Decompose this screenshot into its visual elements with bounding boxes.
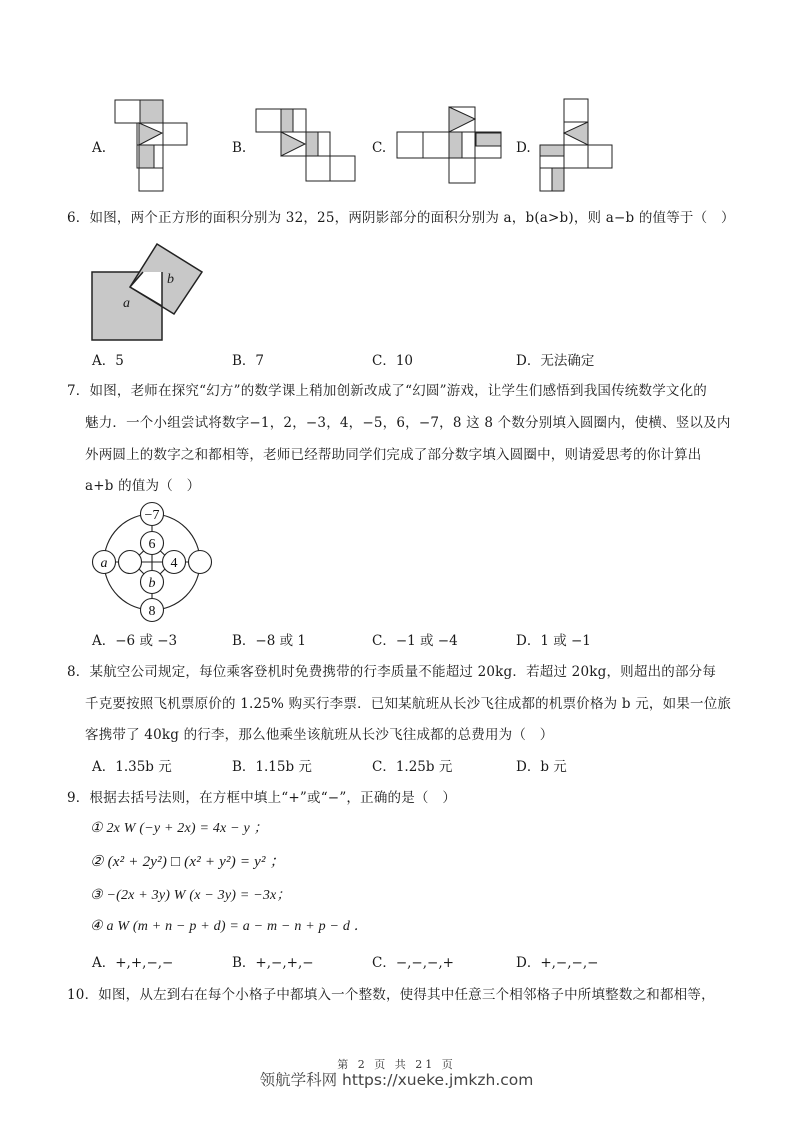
q9-stem: 9．根据去括号法则，在方框中填上“+”或“−”，正确的是（ ）	[67, 790, 457, 806]
q9-item-2: ② (x² + 2y²) □ (x² + y²) = y² ；	[90, 854, 285, 870]
q8-line-1: 8．某航空公司规定，每位乘客登机时免费携带的行李质量不能超过 20kg．若超过 20kg，则超出的部分每	[67, 664, 717, 680]
q5-option-a-label: A.	[92, 140, 107, 156]
q6-option-c[interactable]: C．10	[372, 353, 414, 369]
q7-line-2: 魅力．一个小组尝试将数字−1，2，−3，4，−5，6，−7，8 这 8 个数分别填入圆圈内，使横、竖以及内	[85, 415, 731, 431]
q9-item-4: ④ a W (m + n − p + d) = a − m − n + p − d ．	[90, 919, 368, 934]
q5-option-b-label: B.	[232, 140, 247, 156]
value-inner-bottom: b	[148, 576, 156, 591]
q8-option-b[interactable]: B．1.15b 元	[232, 759, 312, 775]
q7-line-1: 7．如图，老师在探究“幻方”的数学课上稍加创新改成了“幻圆”游戏，让学生们感悟到我国传统数学文化的	[67, 383, 707, 399]
q9-option-a[interactable]: A．+,+,−,−	[92, 955, 174, 971]
q7-option-c[interactable]: C．−1 或 −4	[372, 633, 458, 649]
circle-left-inner	[119, 551, 142, 574]
q8-option-c[interactable]: C．1.25b 元	[372, 759, 453, 775]
q6-label-a: a	[123, 296, 130, 311]
q9-item-1: ① 2x W (−y + 2x) = 4x − y ；	[90, 821, 268, 836]
q6-option-b[interactable]: B．7	[232, 353, 265, 369]
q9-option-d[interactable]: D．+,−,−,−	[516, 955, 599, 971]
q5-option-c-label: C.	[372, 140, 387, 156]
q7-option-d[interactable]: D．1 或 −1	[516, 633, 591, 649]
q9-option-b[interactable]: B．+,−,+,−	[232, 955, 314, 971]
value-inner-top: 6	[148, 537, 156, 552]
q7-option-b[interactable]: B．−8 或 1	[232, 633, 306, 649]
q9-option-c[interactable]: C．−,−,−,+	[372, 955, 454, 971]
value-bottom: 8	[148, 604, 156, 619]
q5-option-d-label: D.	[516, 140, 531, 156]
q7-line-4: a+b 的值为（ ）	[85, 478, 201, 494]
q6-label-b: b	[167, 272, 174, 287]
page-number: 第 2 页 共 21 页	[337, 1058, 456, 1071]
value-left-outer: a	[100, 556, 108, 571]
q6-option-a[interactable]: A．5	[92, 353, 124, 369]
q9-item-3: ③ −(2x + 3y) W (x − 3y) = −3x；	[90, 888, 291, 903]
q8-option-d[interactable]: D．b 元	[516, 759, 567, 775]
q7-option-a[interactable]: A．−6 或 −3	[92, 633, 178, 649]
q7-line-3: 外两圆上的数字之和都相等，老师已经帮助同学们完成了部分数字填入圆圈中，则请爱思考的你计算出	[85, 447, 702, 463]
watermark-site: 领航学科网 https://xueke.jmkzh.com	[259, 1071, 534, 1089]
q8-line-2: 千克要按照飞机票原价的 1.25% 购买行李票．已知某航班从长沙飞往成都的机票价格为 b 元，如果一位旅	[85, 696, 732, 712]
q6-stem: 6．如图，两个正方形的面积分别为 32，25，两阴影部分的面积分别为 a，b(a>b)，则 a−b 的值等于（ ）	[67, 210, 735, 226]
q8-option-a[interactable]: A．1.35b 元	[92, 759, 172, 775]
q6-option-d[interactable]: D．无法确定	[516, 353, 595, 369]
q10-stem: 10．如图，从左到右在每个小格子中都填入一个整数，使得其中任意三个相邻格子中所填整数之和都相等，	[67, 987, 715, 1003]
value-top: −7	[144, 508, 160, 523]
circle-right-outer	[189, 551, 212, 574]
value-right-inner: 4	[170, 556, 178, 571]
q8-line-3: 客携带了 40kg 的行李，那么他乘坐该航班从长沙飞往成都的总费用为（ ）	[85, 727, 554, 743]
